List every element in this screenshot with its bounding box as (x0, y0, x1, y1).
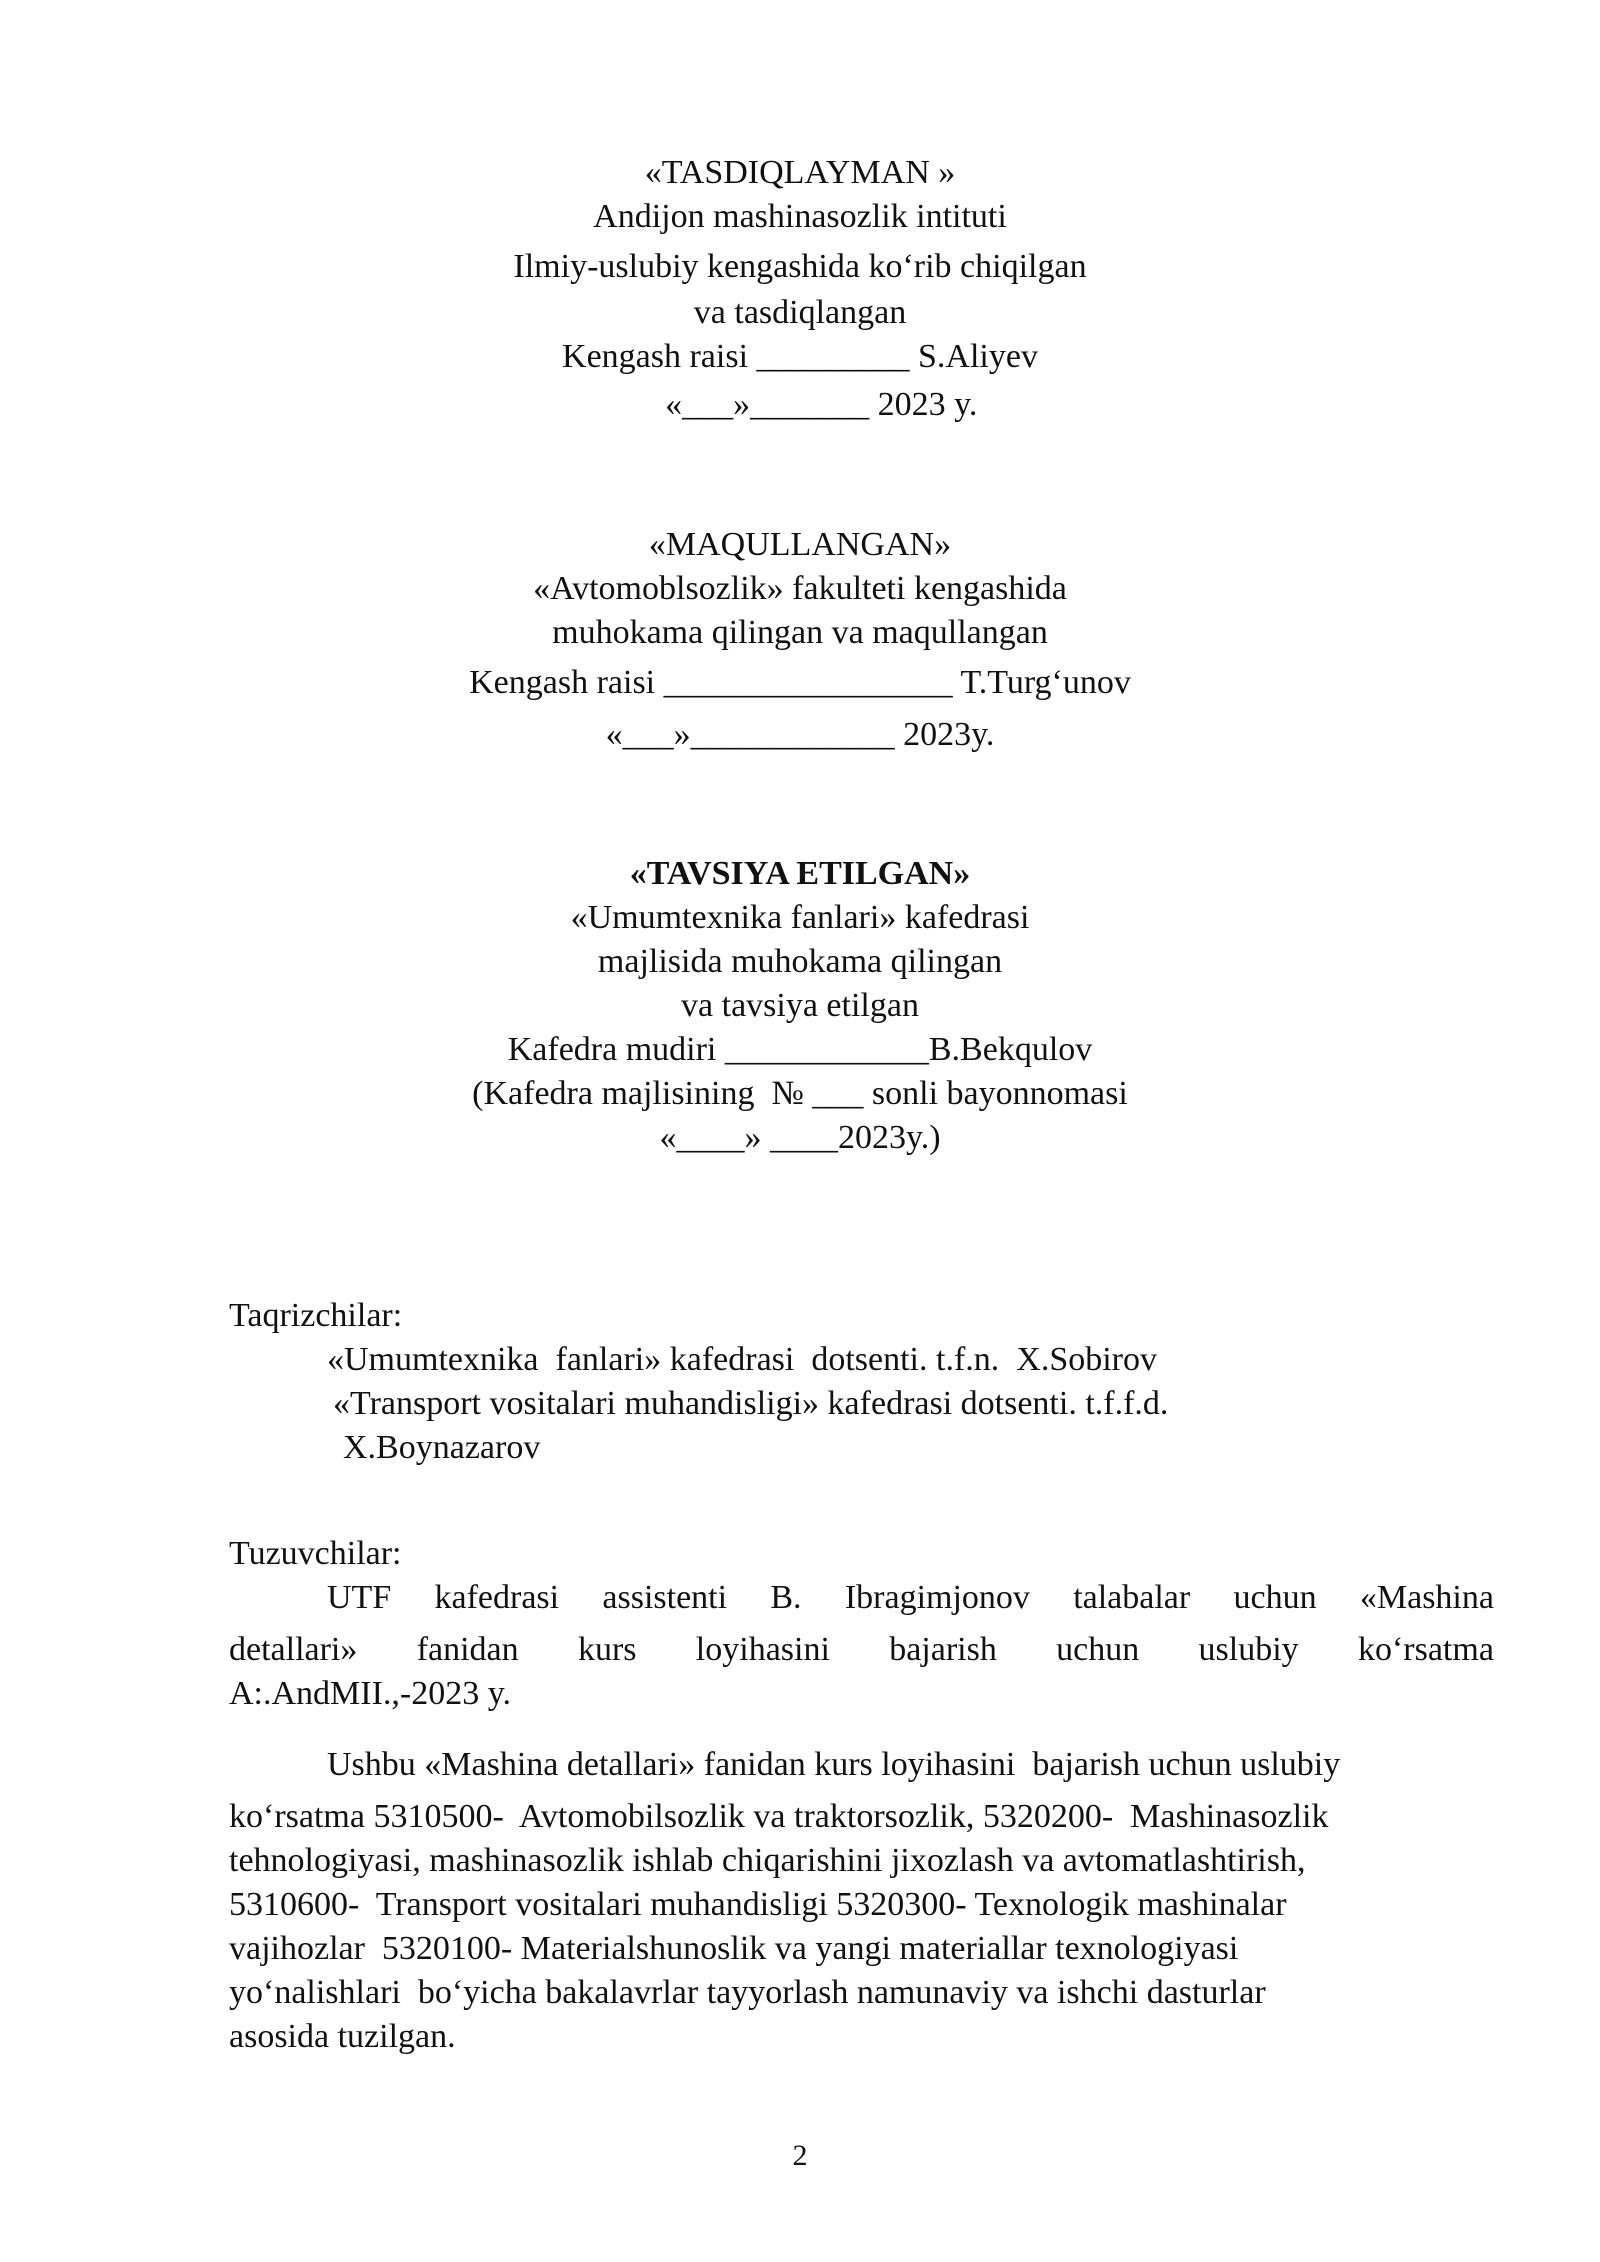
description-line: vajihozlar 5320100- Materialshunoslik va yangi materiallar texnologiyasi (229, 1930, 1239, 1967)
reviewer-1: «Umumtexnika fanlari» kafedrasi dotsenti. t.f.n. X.Sobirov (327, 1341, 1157, 1378)
compilers-word: Ibragimjonov (844, 1579, 1030, 1616)
agreed-heading: «MAQULLANGAN» (648, 526, 952, 563)
compilers-word: detallari» (229, 1631, 358, 1668)
recommended-block (0, 852, 1600, 1160)
compilers-word: «Mashina (1359, 1579, 1494, 1616)
recommended-protocol: (Kafedra majlisining № ___ sonli bayonnomasi (472, 1075, 1128, 1112)
compilers-word: koʻrsatma (1357, 1631, 1494, 1668)
recommended-date: «____» ____2023y.) (659, 1119, 941, 1156)
agreed-block (0, 523, 1600, 757)
compilers-section (229, 1532, 1494, 1716)
compilers-word: uchun (1233, 1579, 1317, 1616)
compilers-word: kurs (577, 1631, 637, 1668)
reviewer-2-name: X.Boynazarov (343, 1429, 541, 1466)
compilers-word: B. (770, 1579, 802, 1616)
description-line: asosida tuzilgan. (229, 2018, 456, 2055)
description-line: yoʻnalishlari boʻyicha bakalavrlar tayyorlash namunaviy va ishchi dasturlar (229, 1974, 1266, 2011)
agreed-discussed: muhokama qilingan va maqullangan (552, 614, 1048, 651)
agreed-date: «___»____________ 2023y. (605, 716, 995, 753)
recommended-meeting: majlisida muhokama qilingan (597, 943, 1003, 980)
approval-block (0, 151, 1600, 427)
compilers-word: talabalar (1073, 1579, 1191, 1616)
description-line: Ushbu «Mashina detallari» fanidan kurs loyihasini bajarish uchun uslubiy (327, 1746, 1341, 1783)
approval-heading: «TASDIQLAYMAN » (644, 154, 956, 191)
approval-council: Ilmiy-uslubiy kengashida koʻrib chiqilgan (513, 248, 1087, 285)
compilers-row-1 (229, 1576, 1494, 1620)
compilers-word: loyihasini (695, 1631, 830, 1668)
compilers-word: fanidan (416, 1631, 519, 1668)
description-line: koʻrsatma 5310500- Avtomobilsozlik va traktorsozlik, 5320200- Mashinasozlik (229, 1798, 1329, 1835)
reviewers-label: Taqrizchilar: (229, 1297, 403, 1334)
approval-chairman: Kengash raisi _________ S.Aliyev (562, 338, 1038, 375)
approval-date: «___»_______ 2023 y. (622, 386, 978, 423)
approval-institute: Andijon mashinasozlik intituti (593, 198, 1007, 235)
compilers-label: Tuzuvchilar: (229, 1535, 402, 1572)
reviewer-2: «Transport vositalari muhandisligi» kafedrasi dotsenti. t.f.f.d. (333, 1385, 1169, 1422)
compilers-publication: A:.AndMII.,-2023 y. (229, 1675, 512, 1712)
compilers-word: uslubiy (1198, 1631, 1299, 1668)
compilers-word: assistenti (602, 1579, 728, 1616)
recommended-heading: «TAVSIYA ETILGAN» (629, 855, 971, 892)
page-number: 2 (792, 2139, 808, 2172)
description-line: tehnologiyasi, mashinasozlik ishlab chiqarishini jixozlash va avtomatlashtirish, (229, 1842, 1306, 1879)
approval-confirmed: va tasdiqlangan (693, 294, 907, 331)
recommended-confirmed: va tavsiya etilgan (681, 987, 919, 1024)
recommended-head: Kafedra mudiri ____________B.Bekqulov (507, 1031, 1093, 1068)
compilers-word: kafedrasi (434, 1579, 560, 1616)
agreed-chairman: Kengash raisi _________________ T.Turgʻunov (469, 664, 1131, 701)
compilers-word: uchun (1056, 1631, 1140, 1668)
compilers-row-2 (229, 1628, 1494, 1672)
compilers-word: UTF (327, 1579, 392, 1616)
agreed-faculty: «Avtomoblsozlik» fakulteti kengashida (533, 570, 1067, 607)
recommended-department: «Umumtexnika fanlari» kafedrasi (570, 899, 1030, 936)
description-line: 5310600- Transport vositalari muhandisligi 5320300- Texnologik mashinalar (229, 1886, 1287, 1923)
description-paragraph (229, 1743, 1494, 2059)
reviewers-section (229, 1294, 1494, 1470)
compilers-word: bajarish (889, 1631, 997, 1668)
